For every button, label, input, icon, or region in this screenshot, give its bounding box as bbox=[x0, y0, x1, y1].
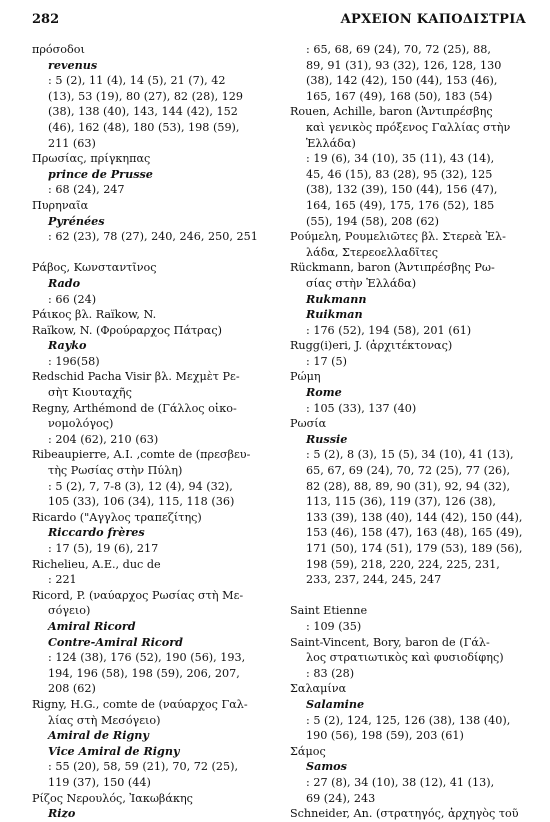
index-entry-page-refs: : 55 (20), 58, 59 (21), 70, 72 (25), bbox=[48, 760, 239, 774]
index-entry-heading: Rugg(i)eri, J. (ἀρχιτέκτονας) bbox=[290, 339, 453, 353]
index-entry-continuation: 45, 46 (15), 83 (28), 95 (32), 125 bbox=[306, 167, 493, 181]
index-entry-continuation: 190 (56), 198 (59), 203 (61) bbox=[306, 729, 464, 743]
index-entry-continuation: 65, 67, 69 (24), 70, 72 (25), 77 (26), bbox=[306, 464, 511, 478]
index-entry-french-form: Pyrénées bbox=[48, 213, 105, 228]
index-entry-continuation: 119 (37), 150 (44) bbox=[48, 775, 151, 789]
index-entry-french-form: prince de Prusse bbox=[48, 166, 153, 181]
index-entry-continuation: 153 (46), 158 (47), 163 (48), 165 (49), bbox=[306, 526, 523, 540]
index-entry-continuation: σίας στὴν Ἑλλάδα) bbox=[306, 276, 417, 290]
index-column-right bbox=[290, 42, 526, 822]
index-entry-page-refs: : 105 (33), 137 (40) bbox=[306, 401, 417, 415]
index-entry-heading: Rückmann, baron (Ἀντιπρέσβης Ρω- bbox=[290, 261, 495, 275]
index-entry-page-refs: : 176 (52), 194 (58), 201 (61) bbox=[306, 323, 472, 337]
index-entry-heading: Regny, Arthémond de (Γάλλος οἰκο- bbox=[32, 401, 237, 415]
index-entry-heading: Σάμος bbox=[290, 744, 326, 758]
index-entry-page-refs: : 221 bbox=[48, 573, 77, 587]
index-entry-continuation: 194, 196 (58), 198 (59), 206, 207, bbox=[48, 666, 240, 680]
index-entry-heading: Ρώμη bbox=[290, 370, 321, 384]
index-entry-french-form: Ruikman bbox=[306, 307, 363, 322]
index-entry-heading: Saint Etienne bbox=[290, 604, 368, 618]
index-entry-continuation: 171 (50), 174 (51), 179 (53), 189 (56), bbox=[306, 542, 523, 555]
index-entry-heading: Saint-Vincent, Bory, baron de (Γάλ- bbox=[290, 635, 490, 649]
index-entry-heading: Ricardo ("Αγγλος τραπεζίτης) bbox=[32, 510, 202, 524]
index-entry-french-form: Amiral de Rigny bbox=[48, 728, 149, 743]
index-entry-french-form: Riccardo frères bbox=[48, 525, 145, 540]
page-number: 282 bbox=[32, 12, 60, 27]
index-entry-continuation: 233, 237, 244, 245, 247 bbox=[306, 573, 442, 587]
index-entry-continuation: 208 (62) bbox=[48, 682, 96, 696]
index-entry-heading: Ρούμελη, Ρουμελιῶτες βλ. Στερεὰ Ἑλ- bbox=[290, 230, 506, 244]
index-entry-page-refs: : 17 (5) bbox=[306, 354, 347, 368]
index-entry-continuation: (46), 162 (48), 180 (53), 198 (59), bbox=[48, 120, 240, 134]
index-column-left bbox=[32, 42, 284, 822]
index-entry-page-refs: : 5 (2), 7, 7-8 (3), 12 (4), 94 (32), bbox=[48, 479, 233, 493]
index-entry-page-refs: : 109 (35) bbox=[306, 619, 362, 633]
index-entry-heading: Schneider, An. (στρατηγός, ἀρχηγὸς τοῦ bbox=[290, 807, 519, 821]
index-entry-page-refs: : 196(58) bbox=[48, 354, 100, 368]
index-entry-page-refs: : 204 (62), 210 (63) bbox=[48, 432, 159, 446]
index-entry-heading: Rouen, Achille, baron (Ἀντιπρέσβης bbox=[290, 105, 493, 119]
index-entry-french-form: Salamine bbox=[306, 696, 365, 711]
index-entry-heading: Ricord, P. (ναύαρχος Ρωσίας στὴ Με- bbox=[32, 588, 244, 602]
index-entry-continuation: 133 (39), 138 (40), 144 (42), 150 (44), bbox=[306, 510, 523, 524]
index-entry-heading: Ρωσία bbox=[290, 417, 327, 431]
index-entry-heading: Ρίζος Νερουλός, Ἰακωβάκης bbox=[32, 791, 193, 805]
index-entry-french-form: Russie bbox=[306, 431, 348, 446]
index-entry-continuation: 113, 115 (36), 119 (37), 126 (38), bbox=[306, 495, 496, 509]
index-entry-page-refs: : 5 (2), 11 (4), 14 (5), 21 (7), 42 bbox=[48, 74, 226, 88]
index-entry-continuation: τὴς Ρωσίας στὴν Πύλη) bbox=[48, 464, 183, 478]
index-entry-heading: Ράβος, Κωνσταντῖνος bbox=[32, 261, 157, 275]
index-entry-continuation: νομολόγος) bbox=[48, 417, 114, 431]
index-entry-french-form: Rizo bbox=[48, 806, 76, 821]
index-entry-french-form: Rado bbox=[48, 275, 81, 290]
index-entry-heading: Σαλαμίνα bbox=[290, 682, 347, 696]
page-header bbox=[32, 12, 526, 32]
index-entry-french-form: Amiral Ricord bbox=[48, 618, 136, 633]
index-entry-continuation: σόγειο) bbox=[48, 604, 91, 618]
index-entry-heading: Richelieu, A.E., duc de bbox=[32, 557, 161, 571]
index-entry-continuation: 82 (28), 88, 89, 90 (31), 92, 94 (32), bbox=[306, 479, 511, 493]
index-entry-continuation: (38), 132 (39), 150 (44), 156 (47), bbox=[306, 183, 498, 197]
index-entry-french-form: Rayko bbox=[48, 338, 87, 353]
index-entry-page-refs: : 5 (2), 124, 125, 126 (38), 138 (40), bbox=[306, 713, 511, 727]
index-entry-continuation: λος στρατιωτικὸς καὶ φυσιοδίφης) bbox=[306, 651, 504, 665]
index-entry-page-refs: : 62 (23), 78 (27), 240, 246, 250, 251 bbox=[48, 230, 258, 244]
index-entry-french-form: Rome bbox=[306, 385, 342, 400]
index-entry-french-form: Rukmann bbox=[306, 291, 367, 306]
index-entry-page-refs: : 124 (38), 176 (52), 190 (56), 193, bbox=[48, 651, 246, 665]
index-entry-french-form: Vice Amiral de Rigny bbox=[48, 743, 180, 758]
index-entry-page-refs: : 83 (28) bbox=[306, 666, 355, 680]
index-entry-continuation: Ἑλλάδα) bbox=[306, 136, 356, 150]
index-entry-heading: Πυρηναῖα bbox=[32, 198, 89, 212]
index-entry-heading: Ράικος βλ. Raïkow, N. bbox=[32, 308, 157, 322]
index-entry-french-form: Samos bbox=[306, 759, 347, 774]
index-entry-page-refs: : 17 (5), 19 (6), 217 bbox=[48, 542, 159, 555]
index-entry-continuation: 211 (63) bbox=[48, 136, 96, 150]
index-entry-heading: Redschid Pacha Visir βλ. Μεχμὲτ Ρε- bbox=[32, 370, 240, 384]
index-entry-continuation: σὴτ Κιουταχῆς bbox=[48, 386, 132, 400]
index-entry-continuation: (38), 138 (40), 143, 144 (42), 152 bbox=[48, 105, 238, 119]
index-entry-french-form: Contre-Amiral Ricord bbox=[48, 634, 183, 649]
index-entry-french-form: revenus bbox=[48, 57, 98, 72]
index-entry-continuation: 198 (59), 218, 220, 224, 225, 231, bbox=[306, 557, 500, 571]
index-entry-continuation: 89, 91 (31), 93 (32), 126, 128, 130 bbox=[306, 58, 502, 72]
running-head: ΑΡΧΕΙΟΝ ΚΑΠΟΔΙΣΤΡΙΑ bbox=[340, 12, 526, 27]
index-entry-heading: Πρωσίας, πρίγκηπας bbox=[32, 152, 151, 166]
index-entry-continuation: καὶ γενικὸς πρόξενος Γαλλίας στὴν bbox=[306, 120, 511, 134]
index-entry-page-refs: : 27 (8), 34 (10), 38 (12), 41 (13), bbox=[306, 775, 495, 789]
entry-spacer bbox=[32, 245, 284, 261]
index-entry-continuation: (38), 142 (42), 150 (44), 153 (46), bbox=[306, 74, 498, 88]
index-entry-continuation: 164, 165 (49), 175, 176 (52), 185 bbox=[306, 198, 495, 212]
index-entry-continuation: (55), 194 (58), 208 (62) bbox=[306, 214, 439, 228]
index-entry-continuation: λίας στὴ Μεσόγειο) bbox=[48, 713, 161, 727]
index-entry-page-refs: : 19 (6), 34 (10), 35 (11), 43 (14), bbox=[306, 152, 495, 166]
index-entry-page-refs: : 5 (2), 8 (3), 15 (5), 34 (10), 41 (13), bbox=[306, 448, 514, 462]
index-entry-continuation: 165, 167 (49), 168 (50), 183 (54) bbox=[306, 89, 493, 103]
index-entry-heading: Ribeaupierre, A.I. ,comte de (πρεσβευ- bbox=[32, 448, 251, 462]
index-entry-continuation: λάδα, Στερεοελλαδῖτες bbox=[306, 245, 438, 259]
entry-spacer bbox=[290, 588, 526, 604]
index-entry-page-refs: : 66 (24) bbox=[48, 292, 97, 306]
index-entry-heading: Raïkow, N. (Φρούραρχος Πάτρας) bbox=[32, 323, 222, 337]
index-entry-continuation: (13), 53 (19), 80 (27), 82 (28), 129 bbox=[48, 89, 244, 103]
index-entry-heading: πρόσοδοι bbox=[32, 43, 85, 56]
index-entry-continuation: 105 (33), 106 (34), 115, 118 (36) bbox=[48, 495, 235, 509]
index-entry-page-refs: : 65, 68, 69 (24), 70, 72 (25), 88, bbox=[306, 43, 491, 56]
index-entry-continuation: 69 (24), 243 bbox=[306, 791, 376, 805]
index-entry-page-refs: : 68 (24), 247 bbox=[48, 183, 125, 197]
index-entry-heading: Rigny, H.G., comte de (ναύαρχος Γαλ- bbox=[32, 697, 248, 711]
